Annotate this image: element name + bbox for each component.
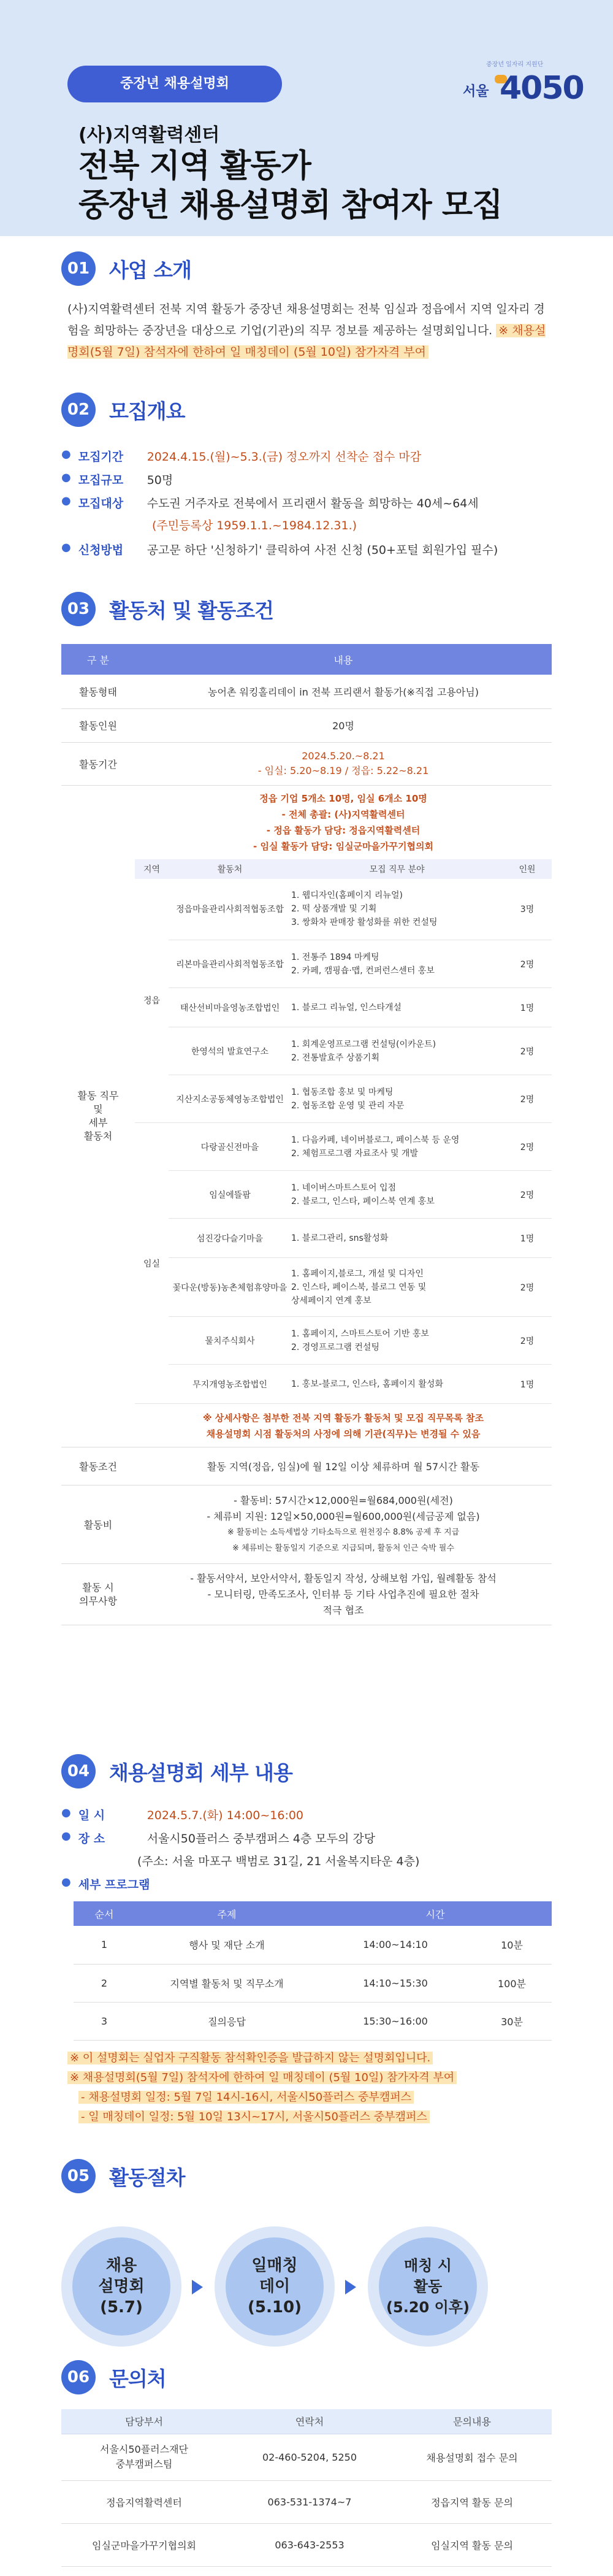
phone[interactable]: 063-531-1374~7 (227, 2480, 392, 2523)
contact-table (61, 2409, 552, 2567)
col-header: 내용 (135, 644, 552, 675)
phone[interactable]: 063-643-2553 (227, 2523, 392, 2566)
section-number: 06 (61, 2360, 96, 2394)
row-label: 모집기간 (78, 450, 124, 464)
col-header: 문의내용 (392, 2409, 552, 2434)
row-label: 활동형태 (61, 675, 135, 708)
org-name: 꽃다운(방동)농촌체험휴양마을 (169, 1258, 291, 1317)
row-value: 활동 지역(정읍, 임실)에 월 12일 이상 체류하며 월 57시간 활동 (135, 1447, 552, 1485)
address: (주소: 서울 마포구 백범로 31길, 21 서울복지타운 4층) (137, 1855, 420, 1868)
logo-number: 4050 (500, 70, 584, 107)
org-duty: 1. 다음카페, 네이버블로그, 페이스북 등 운영 2. 체험프로그램 자료조사 및 개발 (291, 1123, 503, 1171)
row-topic: 질의응답 (135, 2002, 319, 2040)
process-step (61, 2226, 181, 2347)
row-time: 14:00~14:10 (319, 1926, 472, 1964)
row-value: 2024.5.7.(화) 14:00~16:00 (147, 1809, 304, 1822)
program-table (74, 1901, 552, 2041)
note-line: - 채용설명회 일정: 5월 7일 14시-16시, 서울시50플러스 중부캠퍼스 (78, 2091, 414, 2104)
org-duty: 1. 블로그 리뉴얼, 인스타개설 (291, 988, 503, 1027)
row-duration: 100분 (472, 1964, 552, 2002)
period-detail: - 임실: 5.20~8.19 / 정읍: 5.22~8.21 (257, 765, 429, 776)
note-line: ※ 채용설명회(5월 7일) 참석자에 한하여 일 매칭데이 (5월 10일) 참가자격 부여 (67, 2071, 457, 2084)
col-header: 주제 (135, 1901, 319, 1926)
section-number: 01 (61, 251, 96, 286)
org-name: 무지개영농조합법인 (169, 1365, 291, 1404)
section-number: 03 (61, 592, 96, 626)
org-count: 2명 (503, 940, 552, 988)
arrow-right-icon (345, 2280, 356, 2294)
row-value: 20명 (135, 708, 552, 742)
step-label: 일매칭 데이 (5.10) (226, 2237, 324, 2336)
overview-row-apply: ● 신청방법 공고문 하단 '신청하기' 클릭하여 사전 신청 (50+포털 회원가입 필수) (61, 541, 498, 557)
overview-target-dob (152, 516, 357, 533)
dept: 서울시50플러스재단 중부캠퍼스팀 (61, 2434, 227, 2480)
row-value: 공고문 하단 '신청하기' 클릭하여 사전 신청 (50+포털 회원가입 필수) (147, 543, 498, 557)
org-duty: 1. 네이버스마트스토어 입점 2. 블로그, 인스타, 페이스북 연계 홍보 (291, 1171, 503, 1219)
duty-line: 적극 협조 (322, 1604, 364, 1616)
row-value: 2024.4.15.(월)~5.3.(금) 정오까지 선착순 접수 마감 (147, 450, 422, 464)
org-count: 1명 (503, 1365, 552, 1404)
dept: 임실군마을가꾸기협의회 (61, 2523, 227, 2566)
org-count: 2명 (503, 1317, 552, 1365)
row-order: 3 (74, 2002, 135, 2040)
row-time: 15:30~16:00 (319, 2002, 472, 2040)
row-value: 서울시50플러스 중부캠퍼스 4층 모두의 강당 (147, 1832, 376, 1846)
org-duty: 1. 회계운영프로그램 컨설팅(이카운트) 2. 전통발효주 상품기획 (291, 1027, 503, 1075)
arrow-right-icon (192, 2280, 203, 2294)
org-duty: 1. 협동조합 홍보 및 마케팅 2. 협동조합 운영 및 관리 자문 (291, 1075, 503, 1123)
org-count: 1명 (503, 988, 552, 1027)
row-duration: 30분 (472, 2002, 552, 2040)
org-count: 3명 (503, 879, 552, 940)
row-label: 장 소 (78, 1832, 105, 1846)
logo-seoul: 서울 (463, 84, 489, 99)
col-header: 활동처 (169, 859, 291, 879)
section-header-process (61, 2159, 185, 2193)
org-duty: 1. 블로그관리, sns활성화 (291, 1219, 503, 1258)
step-label: 매칭 시 활동 (5.20 이후) (379, 2237, 477, 2336)
row-label: 활동인원 (61, 708, 135, 742)
organizer: (사)지역활력센터 (78, 125, 220, 146)
session-notes (67, 2049, 558, 2127)
step-label: 채용 설명회 (5.7) (72, 2237, 170, 2336)
summary-line: - 정읍 활동가 담당: 정읍지역활력센터 (266, 824, 421, 836)
org-count: 2명 (503, 1075, 552, 1123)
org-count: 1명 (503, 1219, 552, 1258)
topic: 정읍지역 활동 문의 (392, 2480, 552, 2523)
section-number: 05 (61, 2159, 96, 2193)
org-duty: 1. 홈페이지, 스마트스토어 기반 홍보 2. 경영프로그램 컨설팅 (291, 1317, 503, 1365)
dob-range: (주민등록상 1959.1.1.~1984.12.31.) (152, 519, 357, 532)
topic: 임실지역 활동 문의 (392, 2523, 552, 2566)
dept: 정읍지역활력센터 (61, 2480, 227, 2523)
org-duty: 1. 웹디자인(홈페이지 리뉴얼) 2. 떡 상품개발 및 기획 3. 쌍화차 판매장 활성화를 위한 컨설팅 (291, 879, 503, 940)
row-topic: 지역별 활동처 및 직무소개 (135, 1964, 319, 2002)
duty-line: - 활동서약서, 보안서약서, 활동일지 작성, 상해보험 가입, 월례활동 참석 (190, 1572, 497, 1584)
overview-row-target: ● 모집대상 수도권 거주자로 전북에서 프리랜서 활동을 희망하는 40세~64세 (61, 494, 479, 510)
org-duty: 1. 홈페이지,블로그, 개설 및 디자인 2. 인스타, 페이스북, 블로그 연동 및 상세페이지 연계 홍보 (291, 1258, 503, 1317)
logo (457, 56, 584, 112)
org-count: 2명 (503, 1258, 552, 1317)
org-name: 정읍마을관리사회적협동조합 (169, 879, 291, 940)
page-title-line1: 전북 지역 활동가 (78, 148, 311, 185)
row-order: 2 (74, 1964, 135, 2002)
row-label: 신청방법 (78, 543, 124, 557)
section-title: 채용설명회 세부 내용 (109, 1760, 292, 1785)
org-name: 한영석의 발효연구소 (169, 1027, 291, 1075)
activity-table (61, 644, 552, 1625)
row-label: 활동 직무 및 세부 활동처 (61, 785, 135, 1447)
process-step (215, 2226, 335, 2347)
page-title-line2: 중장년 채용설명회 참여자 모집 (78, 187, 503, 224)
note-line: - 일 매칭데이 일정: 5월 10일 13시~17시, 서울시50플러스 중부캠퍼스 (78, 2110, 430, 2123)
section-title: 활동절차 (109, 2165, 185, 2190)
org-count: 2명 (503, 1123, 552, 1171)
summary-line: - 전체 총괄: (사)지역활력센터 (281, 808, 405, 820)
note-line: ※ 이 설명회는 실업자 구직활동 참석확인증을 발급하지 않는 설명회입니다. (67, 2052, 433, 2064)
section-title: 문의처 (109, 2366, 166, 2391)
row-label: 일 시 (78, 1809, 105, 1822)
process-step (368, 2226, 488, 2347)
intro-notice: ※ 채용설명회(5월 7일) 참석자에 한하여 일 매칭데이 (5월 10일) 참가자격 부여 (67, 324, 546, 359)
section-header-intro (61, 251, 191, 286)
session-address (137, 1852, 419, 1869)
summary-line: - 임실 활동가 담당: 임실군마을가꾸기협의회 (253, 840, 433, 852)
org-name: 섬진강다슬기마을 (169, 1219, 291, 1258)
region-imsil: 임실 (135, 1123, 169, 1404)
activity-site-table (135, 859, 552, 1405)
duty-line: - 모니터링, 만족도조사, 인터뷰 등 기타 사업추진에 필요한 절차 (207, 1588, 479, 1600)
col-header: 담당부서 (61, 2409, 227, 2434)
col-header: 연락처 (227, 2409, 392, 2434)
row-label: 활동 시 의무사항 (61, 1564, 135, 1625)
pay-note: ※ 활동비는 소득세법상 기타소득으로 원천징수 8.8% 공제 후 지급 (227, 1527, 460, 1537)
org-count: 2명 (503, 1171, 552, 1219)
section-header-activity (61, 592, 273, 626)
col-header: 구 분 (61, 644, 135, 675)
row-value: 농어촌 워킹홀리데이 in 전북 프리랜서 활동가(※직접 고용아님) (135, 675, 552, 708)
org-count: 2명 (503, 1027, 552, 1075)
row-time: 14:10~15:30 (319, 1964, 472, 2002)
org-name: 지산지소공동체영농조합법인 (169, 1075, 291, 1123)
session-program-label: ● 세부 프로그램 (61, 1876, 150, 1892)
row-label: 활동조건 (61, 1447, 135, 1485)
warning-line: ※ 상세사항은 첨부한 전북 지역 활동가 활동처 및 모집 직무목록 참조 (202, 1413, 484, 1424)
overview-row-period: ● 모집기간 2024.4.15.(월)~5.3.(금) 정오까지 선착순 접수 마감 (61, 448, 422, 464)
section-header-contact (61, 2360, 166, 2394)
warning-line: 채용설명회 시점 활동처의 사정에 의해 기관(직무)는 변경될 수 있음 (206, 1428, 481, 1439)
org-name: 다랑골신전마을 (169, 1123, 291, 1171)
col-header: 인원 (503, 859, 552, 879)
section-title: 사업 소개 (109, 258, 192, 282)
region-jeongeup: 정읍 (135, 879, 169, 1123)
hero-pill: 중장년 채용설명회 (67, 66, 282, 102)
row-label: 모집규모 (78, 473, 124, 487)
row-label: 활동기간 (61, 742, 135, 785)
col-header: 순서 (74, 1901, 135, 1926)
summary-line: 정읍 기업 5개소 10명, 임실 6개소 10명 (259, 792, 427, 804)
row-topic: 행사 및 재단 소개 (135, 1926, 319, 1964)
row-value: 50명 (147, 473, 173, 487)
col-header: 시간 (319, 1901, 552, 1926)
pay-note: ※ 체류비는 활동일지 기준으로 지급되며, 활동처 인근 숙박 필수 (232, 1543, 455, 1553)
topic: 채용설명회 접수 문의 (392, 2434, 552, 2480)
phone[interactable]: 02-460-5204, 5250 (227, 2434, 392, 2480)
org-duty: 1. 전통주 1894 마케팅 2. 카페, 캠핑숍·맵, 컨퍼런스센터 홍보 (291, 940, 503, 988)
row-order: 1 (74, 1926, 135, 1964)
row-label: 모집대상 (78, 497, 124, 510)
section-header-session (61, 1754, 292, 1788)
col-header: 모집 직무 분야 (291, 859, 503, 879)
section-header-overview (61, 393, 185, 427)
session-place: ● 장 소 서울시50플러스 중부캠퍼스 4층 모두의 강당 (61, 1830, 376, 1846)
section-number: 02 (61, 393, 96, 427)
row-label: 활동비 (61, 1485, 135, 1564)
row-label: 세부 프로그램 (78, 1878, 150, 1892)
row-value: 수도권 거주자로 전북에서 프리랜서 활동을 희망하는 40세~64세 (147, 497, 479, 510)
pay-line: - 활동비: 57시간×12,000원=월684,000원(세전) (234, 1494, 453, 1506)
org-name: 리본마을관리사회적협동조합 (169, 940, 291, 988)
org-name: 임실에뜰팜 (169, 1171, 291, 1219)
section-number: 04 (61, 1754, 96, 1788)
pay-line: - 체류비 지원: 12일×50,000원=월600,000원(세금공제 없음) (207, 1510, 480, 1522)
session-date: ● 일 시 2024.5.7.(화) 14:00~16:00 (61, 1806, 304, 1822)
intro-body: (사)지역활력센터 전북 지역 활동가 중장년 채용설명회는 전북 임실과 정읍에서 지역 일자리 경험을 희망하는 중장년을 대상으로 기업(기관)의 직무 정보를 제공하는 설명회입니다. (67, 302, 545, 337)
section-title: 모집개요 (109, 399, 185, 423)
period-main: 2024.5.20.~8.21 (302, 750, 385, 762)
logo-tagline: 중장년 일자리 지원단 (486, 61, 544, 68)
intro-text (67, 299, 552, 363)
row-duration: 10분 (472, 1926, 552, 1964)
org-name: 물치주식회사 (169, 1317, 291, 1365)
section-title: 활동처 및 활동조건 (109, 598, 274, 623)
col-header: 지역 (135, 859, 169, 879)
org-name: 태산선비마을영농조합법인 (169, 988, 291, 1027)
org-duty: 1. 홍보-블로그, 인스타, 홈페이지 활성화 (291, 1365, 503, 1404)
overview-row-size: ● 모집규모 50명 (61, 471, 173, 487)
